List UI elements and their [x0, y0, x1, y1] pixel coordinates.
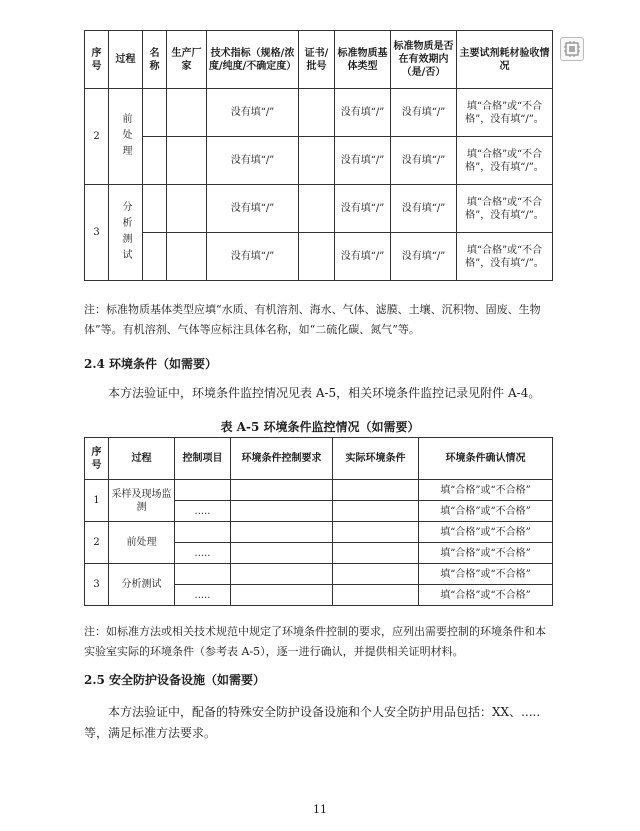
process-cell: 采样及现场监测 — [109, 480, 175, 522]
col-header: 证书/批号 — [299, 31, 335, 89]
empty-cell — [299, 89, 335, 137]
empty-cell — [175, 480, 231, 501]
accept-cell: 填“合格”或“不合格”，没有填“/”。 — [457, 89, 553, 137]
empty-cell — [231, 564, 333, 585]
process-cell: 分析测试 — [109, 564, 175, 606]
row-number: 1 — [85, 480, 109, 522]
note-a4: 注：标准物质基体类型应填“水质、有机溶剂、海水、气体、滤膜、土壤、沉积物、固废、生物体”等。有机溶剂、气体等应标注具体名称，如“二硫化碳、氮气”等。 — [84, 303, 541, 336]
env-table — [84, 437, 553, 606]
matrix-cell: 没有填“/” — [335, 89, 391, 137]
empty-cell — [167, 233, 207, 281]
table-row — [85, 564, 553, 585]
col-header: 实际环境条件 — [333, 438, 419, 480]
empty-cell — [231, 543, 333, 564]
valid-cell: 没有填“/” — [391, 137, 457, 185]
valid-cell: 没有填“/” — [391, 233, 457, 281]
tech-cell: 没有填“/” — [207, 137, 299, 185]
empty-cell — [333, 480, 419, 501]
col-header: 控制项目 — [175, 438, 231, 480]
valid-cell: 没有填“/” — [391, 185, 457, 233]
reagent-table — [84, 30, 553, 281]
col-header: 环境条件控制要求 — [231, 438, 333, 480]
col-header: 标准物质基体类型 — [335, 31, 391, 89]
matrix-cell: 没有填“/” — [335, 233, 391, 281]
empty-cell — [167, 185, 207, 233]
process-cell: 分析测试 — [109, 185, 143, 281]
col-header: 主要试剂耗材验收情况 — [457, 31, 553, 89]
empty-cell — [167, 89, 207, 137]
process-cell: 前处理 — [109, 522, 175, 564]
col-header: 过程 — [109, 438, 175, 480]
accept-cell: 填“合格”或“不合格”，没有填“/”。 — [457, 233, 553, 281]
col-header: 环境条件确认情况 — [419, 438, 553, 480]
empty-cell — [299, 137, 335, 185]
col-header: 过程 — [109, 31, 143, 89]
image-view-icon[interactable] — [560, 37, 584, 61]
tech-cell: 没有填“/” — [207, 233, 299, 281]
empty-cell — [175, 564, 231, 585]
valid-cell: 没有填“/” — [391, 89, 457, 137]
empty-cell — [333, 543, 419, 564]
empty-cell — [143, 89, 167, 137]
empty-cell — [333, 501, 419, 522]
dots-cell: ..... — [175, 543, 231, 564]
table-row — [85, 480, 553, 501]
empty-cell — [175, 522, 231, 543]
accept-cell: 填“合格”或“不合格”，没有填“/”。 — [457, 185, 553, 233]
confirm-cell: 填“合格”或“不合格” — [419, 501, 553, 522]
confirm-cell: 填“合格”或“不合格” — [419, 564, 553, 585]
confirm-cell: 填“合格”或“不合格” — [419, 585, 553, 606]
empty-cell — [231, 585, 333, 606]
empty-cell — [143, 137, 167, 185]
col-header: 生产厂家 — [167, 31, 207, 89]
table-header-row — [85, 31, 553, 89]
dots-cell: ..... — [175, 501, 231, 522]
matrix-cell: 没有填“/” — [335, 185, 391, 233]
col-header: 标准物质是否在有效期内（是/否） — [391, 31, 457, 89]
col-header: 名称 — [143, 31, 167, 89]
page-number: 11 — [313, 803, 327, 816]
confirm-cell: 填“合格”或“不合格” — [419, 543, 553, 564]
matrix-cell: 没有填“/” — [335, 137, 391, 185]
empty-cell — [143, 233, 167, 281]
table-row — [85, 89, 553, 137]
col-header: 序号 — [85, 31, 109, 89]
empty-cell — [231, 480, 333, 501]
table-caption: 表 A-5 环境条件监控情况（如需要） — [220, 420, 420, 434]
table-row — [85, 137, 553, 185]
note-a5: 注：如标准方法或相关技术规范中规定了环境条件控制的要求，应列出需要控制的环境条件和本实验室实际的环境条件（参考表 A-5），逐一进行确认，并提供相关证明材料。 — [84, 625, 546, 658]
col-header: 技术指标（规格/浓度/纯度/不确定度） — [207, 31, 299, 89]
empty-cell — [143, 185, 167, 233]
confirm-cell: 填“合格”或“不合格” — [419, 522, 553, 543]
paragraph: 本方法验证中，环境条件监控情况见表 A-5，相关环境条件监控记录见附件 A-4。 — [108, 386, 541, 400]
table-header-row — [85, 438, 553, 480]
table-row — [85, 185, 553, 233]
tech-cell: 没有填“/” — [207, 89, 299, 137]
empty-cell — [333, 564, 419, 585]
table-row — [85, 522, 553, 543]
empty-cell — [231, 522, 333, 543]
table-row — [85, 233, 553, 281]
process-cell: 前处理 — [109, 89, 143, 185]
empty-cell — [299, 233, 335, 281]
accept-cell: 填“合格”或“不合格”，没有填“/”。 — [457, 137, 553, 185]
section-heading: 2.4 环境条件（如需要） — [84, 357, 218, 371]
row-number: 3 — [85, 564, 109, 606]
col-header: 序号 — [85, 438, 109, 480]
empty-cell — [231, 501, 333, 522]
empty-cell — [167, 137, 207, 185]
dots-cell: ..... — [175, 585, 231, 606]
section-heading: 2.5 安全防护设备设施（如需要） — [84, 673, 266, 687]
row-number: 2 — [85, 522, 109, 564]
row-number: 2 — [85, 89, 109, 185]
confirm-cell: 填“合格”或“不合格” — [419, 480, 553, 501]
empty-cell — [333, 522, 419, 543]
paragraph: 本方法验证中，配备的特殊安全防护设备设施和个人安全防护用品包括：XX、.....等，满足标准方法要求。 — [84, 705, 541, 740]
tech-cell: 没有填“/” — [207, 185, 299, 233]
empty-cell — [299, 185, 335, 233]
row-number: 3 — [85, 185, 109, 281]
empty-cell — [333, 585, 419, 606]
